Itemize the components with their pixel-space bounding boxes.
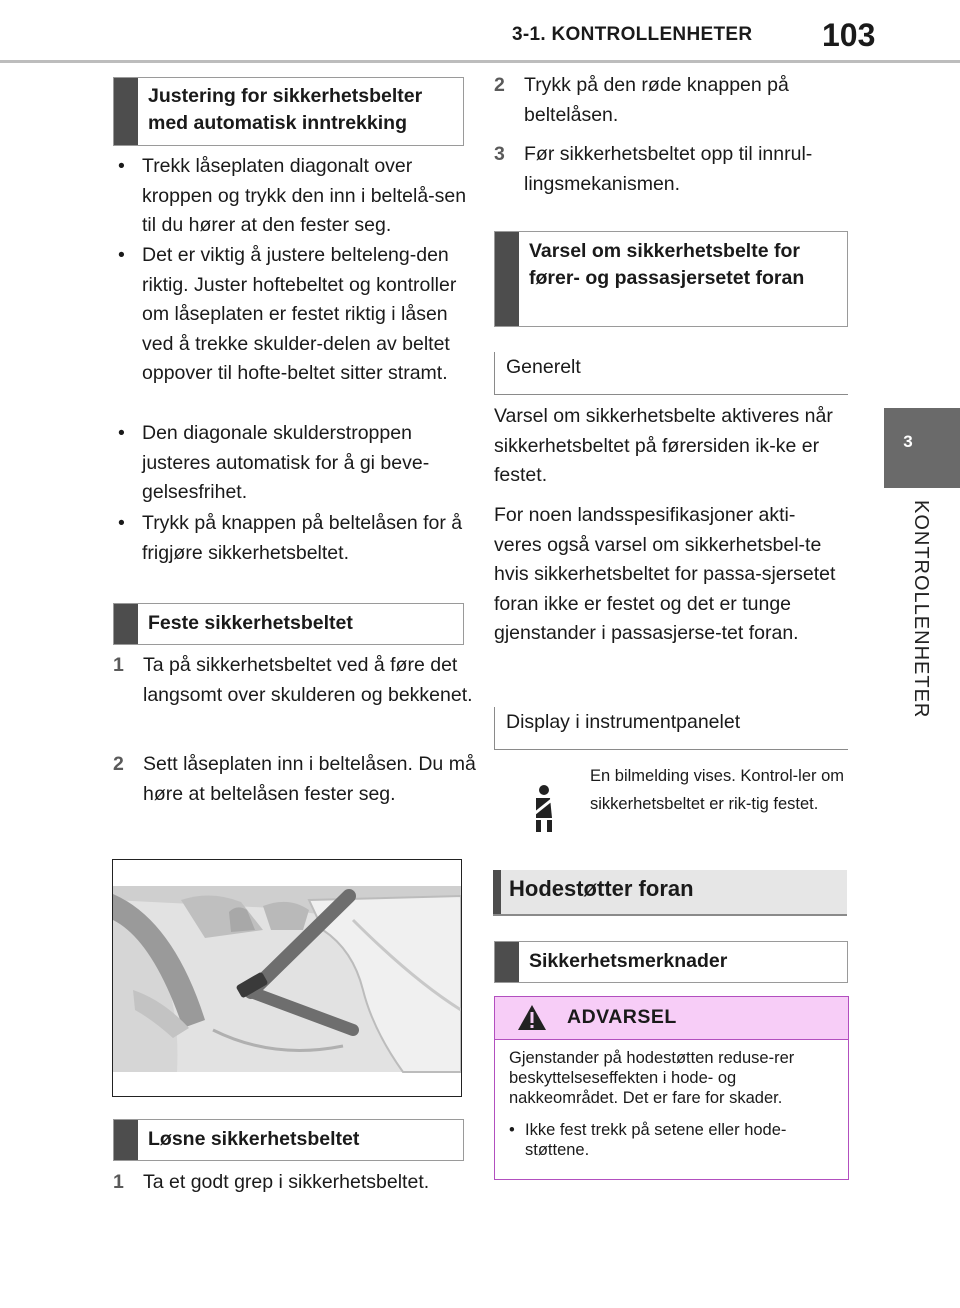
section-header-release — [113, 1119, 464, 1161]
section-header-text: Sikkerhetsmerknader — [529, 950, 728, 972]
step-item — [113, 651, 478, 710]
subheading-display: Display i instrumentpanelet — [494, 707, 848, 750]
section-header-belt-warning — [494, 231, 848, 327]
step-item — [113, 750, 478, 809]
section-header-bar — [114, 78, 138, 145]
warning-text: Gjenstander på hodestøtten reduse-rer beskyttelseseffekten i hode- og nakkeområdet. Det er fare for skader. — [509, 1049, 795, 1107]
bullet-item: • Det er viktig å justere belteleng-den riktig. Juster hoftebeltet og kontroller om låseplaten er festet riktig i låsen ved å trekke skulder-delen av beltet oppover til hofte-beltet sitter stramt. — [112, 241, 470, 389]
page-number: 103 — [822, 17, 876, 53]
step-text: Sett låseplaten inn i beltelåsen. Du må høre at beltelåsen fester seg. — [143, 753, 476, 805]
section-header-text: Løsne sikkerhetsbeltet — [148, 1128, 360, 1150]
section-header-text: Justering for sikkerhetsbelter med automatisk inntrekking — [148, 85, 423, 134]
chapter-title: 3-1. KONTROLLENHETER — [512, 24, 753, 45]
big-heading — [493, 870, 847, 916]
big-heading-bar — [493, 870, 501, 914]
seatbelt-illustration — [113, 860, 461, 1096]
step-number: 2 — [113, 753, 124, 775]
step-item — [113, 1168, 488, 1198]
step-text: Ta et godt grep i sikkerhetsbeltet. — [143, 1171, 430, 1193]
step-text: Ta på sikkerhetsbeltet ved å føre det langsomt over skulderen og bekkenet. — [143, 654, 473, 706]
step-number: 1 — [113, 1171, 124, 1193]
step-item — [494, 71, 869, 130]
section-header-fasten — [113, 603, 464, 645]
paragraph: Varsel om sikkerhetsbelte aktiveres når sikkerhetsbeltet på førersiden ik-ke er festet. — [494, 405, 833, 486]
section-header-bar — [114, 1120, 138, 1160]
step-number: 2 — [494, 74, 505, 96]
step-number: 1 — [113, 654, 124, 676]
warning-triangle-icon — [517, 1004, 547, 1031]
section-header-text: Varsel om sikkerhetsbelte for fører- og passasjersetet foran — [529, 240, 805, 289]
bullet-item: • Trekk låseplaten diagonalt over kroppen og trykk den inn i beltelå-sen til du hører at den fester seg. — [112, 152, 470, 241]
warning-label: ADVARSEL — [567, 1006, 677, 1028]
bullet-item: • Den diagonale skulderstroppen justeres automatisk for å gi beve-gelsesfrihet. — [112, 419, 470, 508]
header-rule — [0, 60, 960, 63]
warning-body — [495, 1040, 848, 1160]
section-header-retractor — [113, 77, 464, 146]
section-header-text: Feste sikkerhetsbeltet — [148, 612, 353, 634]
display-note: En bilmelding vises. Kontrol-ler om sikkerhetsbeltet er rik-tig festet. — [590, 767, 845, 813]
chapter-tab-number: 3 — [903, 432, 913, 451]
big-heading-text: Hodestøtter foran — [509, 876, 694, 901]
section-header-bar — [495, 942, 519, 982]
warning-box — [494, 996, 849, 1180]
warning-header — [495, 997, 848, 1040]
step-text: Trykk på den røde knappen på beltelåsen. — [524, 74, 789, 126]
subheading-general: Generelt — [494, 352, 848, 395]
warning-bullet: • Ikke fest trekk på setene eller hode-støttene. — [509, 1120, 834, 1160]
section-header-bar — [114, 604, 138, 644]
step-text: Før sikkerhetsbeltet opp til innrul-lingsmekanismen. — [524, 143, 813, 195]
section-header-safety — [494, 941, 848, 983]
seatbelt-buckle-photo — [112, 859, 462, 1097]
step-item — [494, 140, 869, 199]
bullet-item: • Trykk på knappen på beltelåsen for å frigjøre sikkerhetsbeltet. — [112, 509, 470, 568]
paragraph: For noen landsspesifikasjoner akti-veres også varsel om sikkerhetsbel-te hvis sikkerhetsbeltet for passa-sjersetet foran ikke er festet og det er tunge gjenstander i passasjerse-tet foran. — [494, 504, 836, 644]
step-number: 3 — [494, 143, 505, 165]
section-header-bar — [495, 232, 519, 326]
seatbelt-warning-icon — [528, 784, 560, 832]
chapter-tab-label: KONTROLLENHETER — [910, 500, 932, 719]
